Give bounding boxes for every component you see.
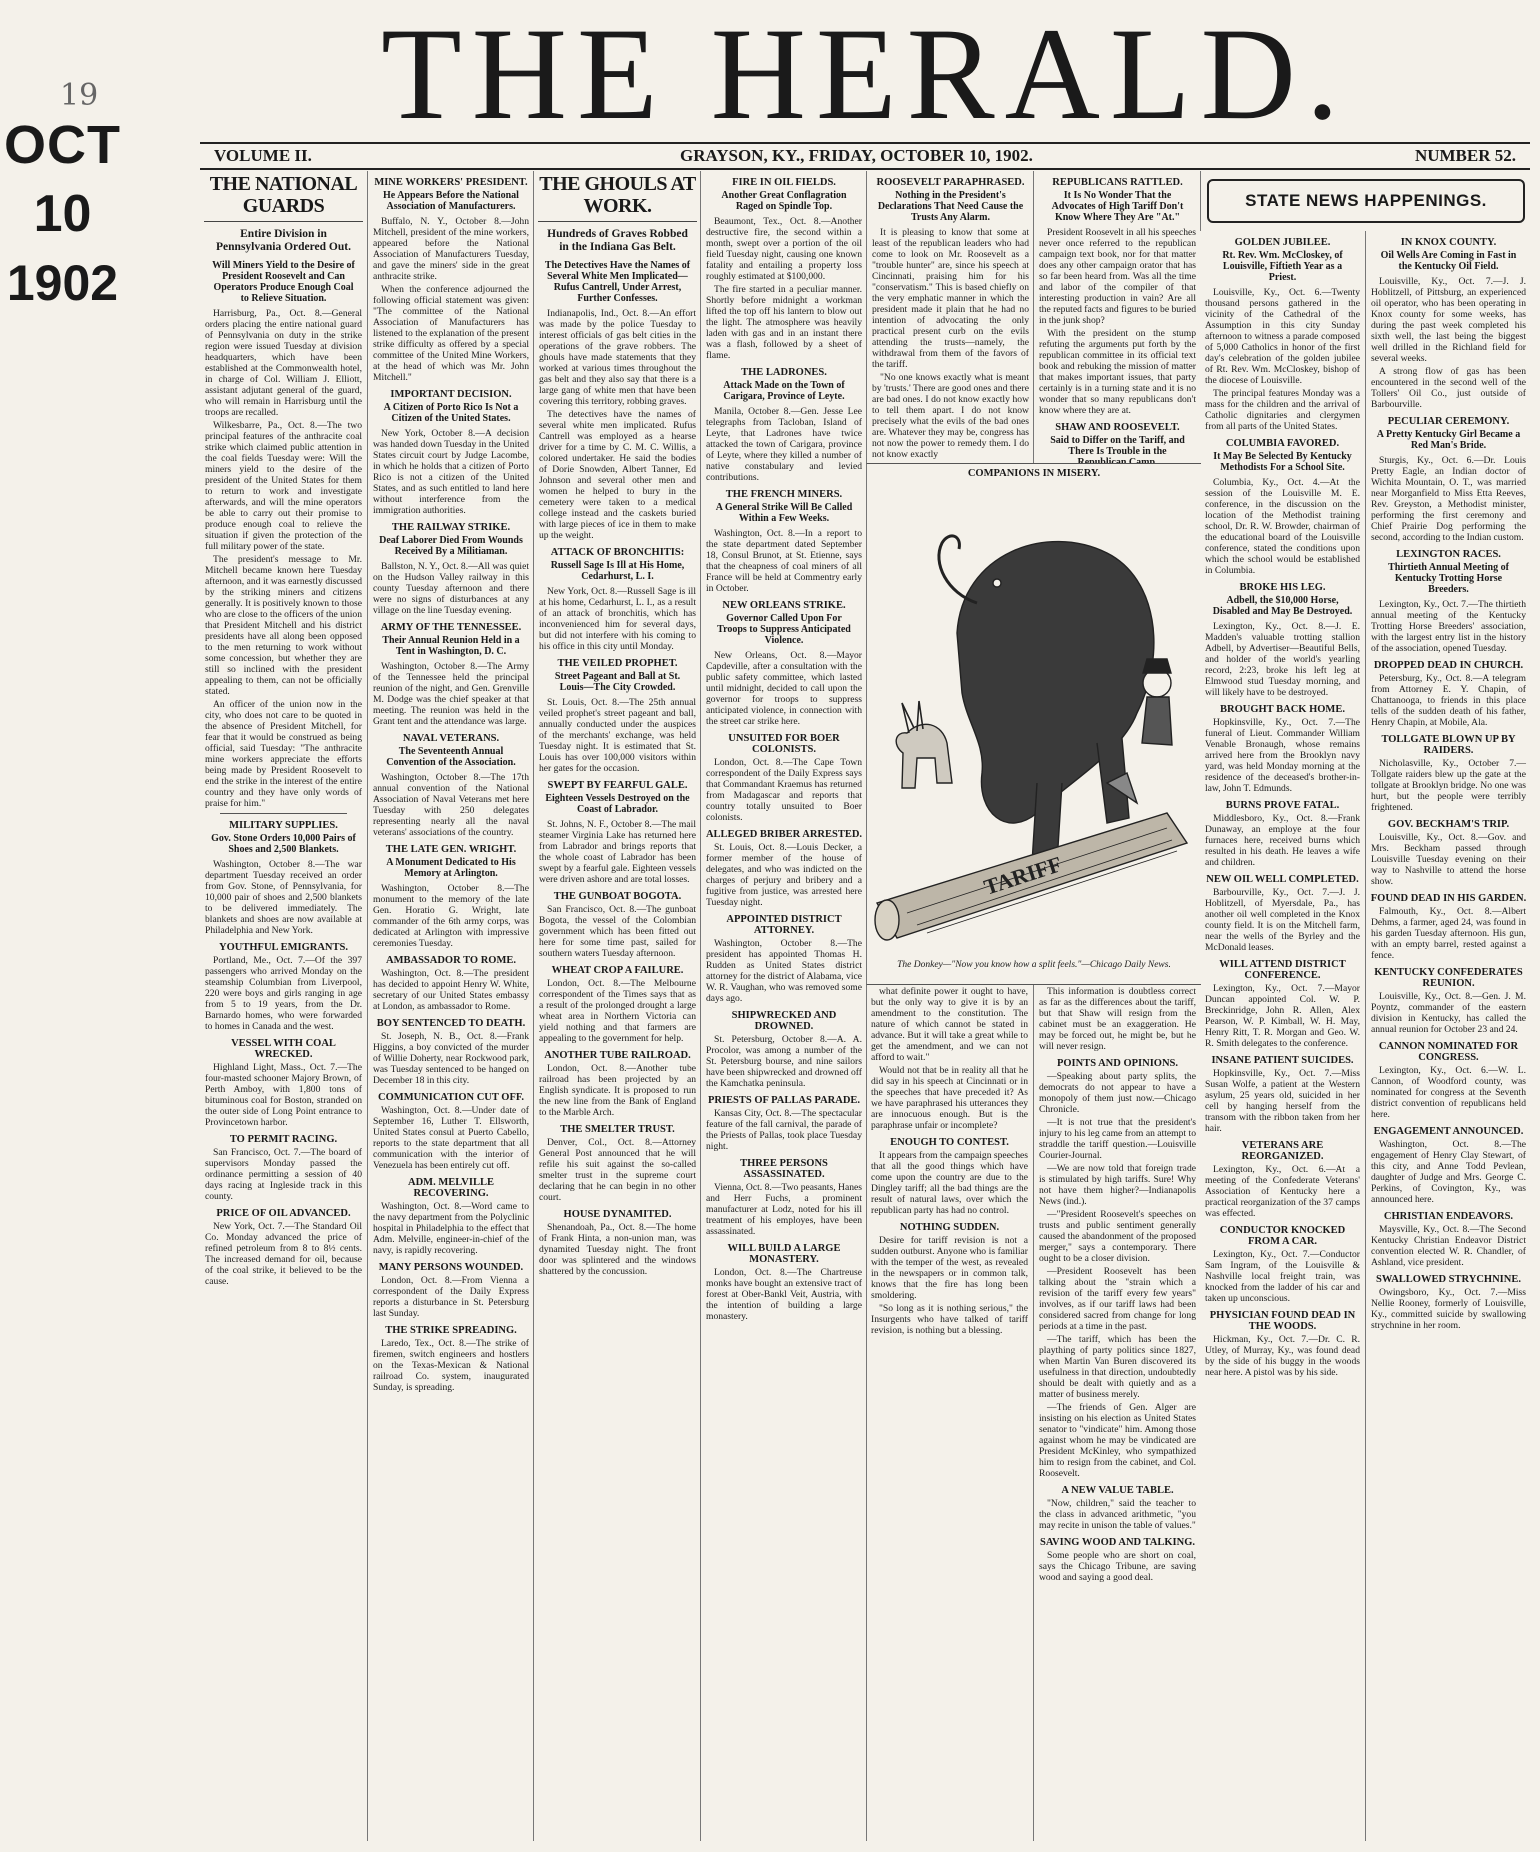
article-vessel: [200, 1062, 367, 1128]
headline-beckham-trip: GOV. BECKHAM'S TRIP.: [1387, 819, 1510, 830]
subhead-lexington-races: Thirtieth Annual Meeting of Kentucky Trotting Horse Breeders.: [1388, 562, 1509, 595]
headline-roosevelt-paraphrased: ROOSEVELT PARAPHRASED.: [876, 177, 1025, 188]
paragraph: St. Johns, N. F., October 8.—The mail steamer Virginia Lake has returned here from Labrador and brings reports that the whole coast of Labrador has been swept by a fearful gale. Eighteen vessels were driven ashore and are total losses.: [539, 819, 696, 885]
headline-gen-wright: THE LATE GEN. WRIGHT.: [385, 844, 517, 855]
paragraph: Nicholasville, Ky., October 7.—Tollgate raiders blew up the gate at the tollgate at Brooklyn bridge. No one was hurt, but the people were terribly frightened.: [1371, 758, 1526, 813]
article-saving-wood: [1034, 1550, 1201, 1583]
column-5-lower: [866, 986, 1033, 1841]
cartoon-caption: The Donkey—"Now you know how a split feels."—Chicago Daily News.: [897, 960, 1171, 970]
subhead-decision: A Citizen of Porto Rico Is Not a Citizen of the United States.: [383, 402, 519, 424]
subdeck-national-guards: Will Miners Yield to the Desire of President Roosevelt and Can Operators Produce Enough Coal to Relieve Situation.: [212, 260, 355, 304]
headline-confederates-reunion: KENTUCKY CONFEDERATES REUNION.: [1374, 967, 1523, 989]
headline-wounded: MANY PERSONS WOUNDED.: [378, 1262, 524, 1273]
headline-tube: ANOTHER TUBE RAILROAD.: [544, 1050, 691, 1061]
headline-broke-leg: BROKE HIS LEG.: [1239, 582, 1326, 593]
paragraph: Buffalo, N. Y., October 8.—John Mitchell, president of the mine workers, appeared before the National Association of Manufacturers Tuesday, and gave the miners' side in the great anthracite strike.: [373, 216, 529, 282]
paragraph: It appears from the campaign speeches that all the good things which have come upon the country are due to the Dingley tariff; all the bad things are the result of natural laws, over which the republican party has had no control.: [871, 1150, 1028, 1216]
headline-communication: COMMUNICATION CUT OFF.: [378, 1092, 524, 1103]
paragraph: what definite power it ought to have, but the only way to give it is by an amendment to the constitution. The nature of which cannot be stated in advance. But it will take a great while to get the amendment, and we can not afford to wait.": [871, 986, 1028, 1063]
headline-rome: AMBASSADOR TO ROME.: [385, 955, 516, 966]
paragraph: Hickman, Ky., Oct. 7.—Dr. C. R. Utley, of Murray, Ky., was found dead by the side of his buggy in the woods near here. A pistol was by his side.: [1205, 1334, 1360, 1378]
article-brought-home: [1200, 717, 1365, 794]
paragraph: Louisville, Ky., Oct. 8.—Gov. and Mrs. Beckham passed through Louisville Tuesday evening on their way to Nashville to attend the horse show.: [1371, 832, 1526, 887]
headline-knox-county: IN KNOX COUNTY.: [1400, 237, 1497, 248]
headline-new-orleans: NEW ORLEANS STRIKE.: [722, 600, 846, 611]
paragraph: An officer of the union now in the city, who does not care to be quoted in the absence of President Mitchell, for fear that it would be construed as being official, said Tuesday: "The anthracite mine workers appreciate the efforts being made by President Roosevelt to end the strike in the interest of the entire country and they have only words of praise for him.": [205, 699, 362, 809]
column-1: [200, 171, 367, 1841]
headline-racing: TO PERMIT RACING.: [229, 1134, 338, 1145]
article-dropped-dead: [1366, 673, 1531, 728]
paragraph: Ballston, N. Y., Oct. 8.—All was quiet on the Hudson Valley railway in this county Tuesday afternoon and there were no signs of disturbances at any village on the line Tuesday evening.: [373, 561, 529, 616]
headline-points-opinions: POINTS AND OPINIONS.: [1056, 1058, 1179, 1069]
paragraph: St. Joseph, N. B., Oct. 8.—Frank Higgins, a boy convicted of the murder of Willie Doherty, near Rockwood park, was Tuesday sentenced to be hanged on December 18 in this city.: [373, 1031, 529, 1086]
paragraph: —The tariff, which has been the plaything of party politics since 1827, when Martin Van Buren discovered its usefulness in that direction, undoubtedly should be dealt with quietly and as a matter of business merely.: [1039, 1334, 1196, 1400]
volume-label: VOLUME II.: [214, 146, 312, 165]
paragraph: New York, October 8.—A decision was handed down Tuesday in the United States circuit court by Judge Lacombe, in which he holds that a citizen of Porto Rico is not a citizen of the United States, and as such entitled to land here without interference from the immigration authorities.: [373, 428, 529, 516]
article-tollgate: [1366, 758, 1531, 813]
article-peculiar-ceremony: [1366, 455, 1531, 543]
article-military-supplies: [200, 859, 367, 936]
article-mine-workers: [368, 216, 534, 383]
paragraph: Lexington, Ky., Oct. 7.—Mayor Duncan appointed Col. W. P. Breckinridge, John R. Allen, Alex Pearson, W. P. Kimball, W. H. May, Henry Ritt, T. R. Morgan and Geo. W. R. Smith delegates to the conference.: [1205, 983, 1360, 1049]
paragraph: Shenandoah, Pa., Oct. 8.—The home of Frank Hinta, a non-union man, was dynamited Tuesday night. The front door was splintered and the windows shattered by the concussion.: [539, 1222, 696, 1277]
article-points-opinions: [1034, 1071, 1201, 1479]
article-decision: [368, 428, 534, 516]
article-value-table: [1034, 1498, 1201, 1531]
article-shipwrecked: [701, 1034, 867, 1089]
article-wounded: [368, 1275, 534, 1319]
log-end: [875, 900, 899, 940]
headline-veiled-prophet: THE VEILED PROPHET.: [557, 658, 678, 669]
article-melville: [368, 1201, 534, 1256]
article-physician: [1200, 1334, 1365, 1378]
headline-dynamited: HOUSE DYNAMITED.: [563, 1209, 672, 1220]
article-lexington-races: [1366, 599, 1531, 654]
paragraph: "Now, children," said the teacher to the class in advanced arithmetic, "you may recite in unison the table of values.": [1039, 1498, 1196, 1531]
headline-strike-spreading: THE STRIKE SPREADING.: [385, 1325, 517, 1336]
article-army-tennessee: [368, 661, 534, 727]
article-briber: [701, 842, 867, 908]
article-tube: [534, 1063, 701, 1118]
paragraph: Some people who are short on coal, says the Chicago Tribune, are saving wood and saying a good deal.: [1039, 1550, 1196, 1583]
date-stamp: [0, 115, 125, 311]
article-french-miners: [701, 528, 867, 594]
article-wheat: [534, 978, 701, 1044]
paragraph: Wilkesbarre, Pa., Oct. 8.—The two principal features of the anthracite coal strike which claimed public attention in the coal fields Tuesday were: Will the miners yield to the desire of the president of the United States for them to return to work and investigate afterwards, and will the mine operators be able to carry out their promise to produce enough coal to relieve the situation if given the protection of the full military power of the state.: [205, 420, 362, 552]
headline-new-oil-well: NEW OIL WELL COMPLETED.: [1206, 874, 1359, 885]
paragraph: Harrisburg, Pa., Oct. 8.—General orders placing the entire national guard of Pennsylvania on duty in the strike region were issued Tuesday at division headquarters, which have been established at the Commonwealth hotel, in charge of Col. William J. Elliott, assistant adjutant general of the guard, who will remain in Harrisburg until the troops are recalled.: [205, 308, 362, 418]
cartoon-box: [866, 463, 1201, 985]
paragraph: Washington, October 8.—The president has appointed Thomas H. Rudden as United States district attorney for the district of Alabama, vice W. R. Vaughan, who was removed some days ago.: [706, 938, 862, 1004]
paragraph: Vienna, Oct. 8.—Two peasants, Hanes and Herr Fuchs, a prominent manufacturer at Lodz, noted for his ill treatment of his employes, have been assassinated.: [706, 1182, 862, 1237]
headline-attorney: APPOINTED DISTRICT ATTORNEY.: [726, 914, 842, 936]
subhead-roosevelt-paraphrased: Nothing in the President's Declarations That Need Cause the Trusts Any Alarm.: [877, 190, 1024, 223]
paragraph: New York, Oct. 8.—Russell Sage is ill at his home, Cedarhurst, L. I., as a result of an attack of bronchitis, which has inconvenienced him for several days, but did not interfere with his coming to his office in this city until Monday.: [539, 586, 696, 652]
paragraph: Hopkinsville, Ky., Oct. 7.—Miss Susan Wolfe, a patient at the Western asylum, 25 years old, suicided in her cell by hanging herself from the transom with the ribbon taken from her hair.: [1205, 1068, 1360, 1134]
paragraph: London, Oct. 8.—The Melbourne correspondent of the Times says that as a result of the prolonged drought a large wheat area in Northern Victoria can yield nothing and that farmers are appealing to the government for help.: [539, 978, 696, 1044]
headline-brought-home: BROUGHT BACK HOME.: [1220, 704, 1345, 715]
issue-number: NUMBER 52.: [1414, 146, 1516, 165]
newspaper-page: [200, 0, 1530, 1852]
article-racing: [200, 1147, 367, 1202]
paragraph: Falmouth, Ky., Oct. 8.—Albert Dehms, a farmer, aged 24, was found in his garden Tuesday afternoon. His gun, with an empty barrel, rested against a fence.: [1371, 906, 1526, 961]
paragraph: —It is not true that the president's injury to his leg came from an attempt to straddle the tariff question.—Louisville Courier-Journal.: [1039, 1117, 1196, 1161]
article-cannon: [1366, 1065, 1531, 1120]
deck-ghouls: Hundreds of Graves Robbed in the Indiana Gas Belt.: [547, 228, 688, 253]
headline-melville: ADM. MELVILLE RECOVERING.: [408, 1177, 494, 1199]
article-naval-veterans: [368, 772, 534, 838]
paragraph: Denver, Col., Oct. 8.—Attorney General Post announced that he will refile his suit against the so-called smelter trust in the supreme court declaring that he can begin in no other court.: [539, 1137, 696, 1203]
paragraph: Owingsboro, Ky., Oct. 7.—Miss Nellie Rooney, formerly of Louisville, Ky., committed suicide by swallowing strychnine in her room.: [1371, 1287, 1526, 1331]
deck-national-guards: Entire Division in Pennsylvania Ordered Out.: [216, 228, 351, 253]
subhead-gale: Eighteen Vessels Destroyed on the Coast of Labrador.: [545, 793, 690, 815]
article-attorney: [701, 938, 867, 1004]
article-ghouls: [534, 308, 701, 541]
article-oil-fire: [701, 216, 867, 361]
paragraph: Barbourville, Ky., Oct. 7.—J. J. Hoblitzell, of Myersdale, Pa., has another oil well completed in the Knox county field. It is on the Mitchell farm, near the wells of the Byrley and the McDonald leases.: [1205, 887, 1360, 953]
subdeck-ghouls: The Detectives Have the Names of Several White Men Implicated—Rufus Cantrell, Under Arrest, Further Confesses.: [544, 260, 691, 304]
subhead-mine-workers: He Appears Before the National Association of Manufacturers.: [383, 190, 519, 212]
headline-golden-jubilee: GOLDEN JUBILEE.: [1234, 237, 1331, 248]
stamp-day: 10: [33, 185, 92, 243]
article-strychnine: [1366, 1287, 1531, 1331]
article-beckham-trip: [1366, 832, 1531, 887]
headline-district-conference: WILL ATTEND DISTRICT CONFERENCE.: [1219, 959, 1346, 981]
cartoon-title: COMPANIONS IN MISERY.: [967, 468, 1101, 479]
headline-dropped-dead: DROPPED DEAD IN CHURCH.: [1373, 660, 1524, 671]
paragraph: It is pleasing to know that some at least of the republican leaders who had come to look on Mr. Roosevelt as a "trouble hunter" are, since his speech at Cincinnati, praising him for his "conservatism." This is based chiefly on the very emphatic manner in which the president made it plain that he had no intention of advocating the only practical present curb on the evils attending the trusts—namely, the withdrawal from them of the favors of the tariff.: [872, 227, 1029, 370]
paragraph: London, Oct. 8.—The Cape Town correspondent of the Daily Express says that Commandant Kraemus has returned from Madagascar and reports that country totally unsuited to Boer colonists.: [706, 757, 862, 823]
headline-engagement: ENGAGEMENT ANNOUNCED.: [1373, 1126, 1524, 1137]
subhead-french-miners: A General Strike Will Be Called Within a Few Weeks.: [715, 502, 853, 524]
headline-oil-price: PRICE OF OIL ADVANCED.: [216, 1208, 351, 1219]
article-bogota: [534, 904, 701, 959]
paragraph: A strong flow of gas has been encountered in the second well of the Tollers' Oil Co., just outside of Barbourville.: [1371, 366, 1526, 410]
paragraph: Indianapolis, Ind., Oct. 8.—An effort was made by the police Tuesday to interest officials of gas belt cities in the operations of the grave robbers. The ghouls have made statements that they worked at various times throughout the gas belt and they also say that there is a large gang of white men that have been covering this territory, robbing graves.: [539, 308, 696, 407]
article-golden-jubilee: [1200, 287, 1365, 432]
subhead-army-tennessee: Their Annual Reunion Held in a Tent in Washington, D. C.: [382, 635, 520, 657]
headline-burns-fatal: BURNS PROVE FATAL.: [1225, 800, 1340, 811]
headline-ghouls: THE GHOULS AT WORK.: [538, 171, 697, 222]
paragraph: Middlesboro, Ky., Oct. 8.—Frank Dunaway, an employe at the four furnaces here, received burns which resulted in his death. He leaves a wife and children.: [1205, 813, 1360, 868]
paragraph: Washington, Oct. 8.—Under date of September 16, Luther T. Ellsworth, United States consul at Puerto Cabello, reports to the state department that all communication with the interior of Venezuela has been entirely cut off.: [373, 1105, 529, 1171]
paragraph: Beaumont, Tex., Oct. 8.—Another destructive fire, the second within a month, swept over a portion of the oil field Tuesday night, causing one known fatality and entailing a property loss roughly estimated at $100,000.: [706, 216, 862, 282]
article-gale: [534, 819, 701, 885]
paragraph: New York, Oct. 7.—The Standard Oil Co. Monday advanced the price of refined petroleum from 8 to 8½ cents. The increased demand for oil, because of the coal strike, it believed to be the cause.: [205, 1221, 362, 1287]
paragraph: —President Roosevelt has been talking about the "strain which a revision of the tariff every few years" involves, as if our tariff laws had been considered sacred from change for long periods at a time in the past.: [1039, 1266, 1196, 1332]
paragraph: The fire started in a peculiar manner. Shortly before midnight a workman lifted the top off his lantern to blow out the light. The atmosphere was heavily laden with gas and in an instant there was a flash, followed by a sheet of flame.: [706, 284, 862, 361]
headline-boer: UNSUITED FOR BOER COLONISTS.: [728, 733, 840, 755]
paragraph: Washington, Oct. 8.—In a report to the state department dated September 18, Consul Brunot, at St. Etienne, says that the cheapness of coal miners of all France will be held at Commentry early in October.: [706, 528, 862, 594]
headline-strychnine: SWALLOWED STRYCHNINE.: [1376, 1274, 1521, 1285]
headline-national-guards: THE NATIONAL GUARDS: [204, 171, 363, 222]
headline-value-table: A NEW VALUE TABLE.: [1061, 1485, 1174, 1496]
article-oil-price: [200, 1221, 367, 1287]
article-communication: [368, 1105, 534, 1171]
article-engagement: [1366, 1139, 1531, 1205]
article-ladrones: [701, 406, 867, 483]
paragraph: Washington, October 8.—The monument to the memory of the late Gen. Horatio G. Wright, late commander of the 6th army corps, was dedicated at Arlington with impressive ceremonies Tuesday.: [373, 883, 529, 949]
headline-conductor: CONDUCTOR KNOCKED FROM A CAR.: [1219, 1225, 1346, 1247]
headline-enough-contest: ENOUGH TO CONTEST.: [890, 1137, 1009, 1148]
headline-insane-patient: INSANE PATIENT SUICIDES.: [1211, 1055, 1354, 1066]
paragraph: Highland Light, Mass., Oct. 7.—The four-masted schooner Majory Brown, of Perth Amboy, with 1,800 tons of bituminous coal for Boston, stranded on the outer side of Long Point entrance to Provincetown harbor.: [205, 1062, 362, 1128]
paragraph: Sturgis, Ky., Oct. 6.—Dr. Louis Pretty Eagle, an Indian doctor of Wichita Mountain, O. T., was married near Morganfield to Miss Etta Reeves, Rev. Greyston, a Methodist minister, performing the first ceremony and Chief Prairie Dog performing the second, according to the Indian custom.: [1371, 455, 1526, 543]
headline-sentenced: BOY SENTENCED TO DEATH.: [376, 1018, 526, 1029]
headline-naval-veterans: NAVAL VETERANS.: [402, 733, 500, 744]
article-knox-county: [1366, 276, 1531, 410]
article-national-guards: [200, 308, 367, 809]
headline-emigrants: YOUTHFUL EMIGRANTS.: [219, 942, 348, 953]
article-district-conference: [1200, 983, 1365, 1049]
paragraph: Hopkinsville, Ky., Oct. 7.—The funeral of Lieut. Commander William Venable Bronaugh, whose remains arrived here from the Brooklyn navy yard, was held Monday morning at the residence of the deceased's brother-in-law, John T. Edmunds.: [1205, 717, 1360, 794]
paragraph: "No one knows exactly what is meant by 'trusts.' There are good ones and there are bad ones. I do not know exactly how to tell them apart. I do not know precisely what the evils of the bad ones are. Whatever they may be, congress has not now the power to remedy them. I do not know exactly: [872, 372, 1029, 460]
article-conductor: [1200, 1249, 1365, 1304]
headline-found-dead-garden: FOUND DEAD IN HIS GARDEN.: [1370, 893, 1527, 904]
headline-wheat: WHEAT CROP A FAILURE.: [551, 965, 684, 976]
paragraph: This information is doubtless correct as far as the differences about the tariff, but that Shaw will resign from the cabinet must be an exaggeration. He may be forced out, he might be, but he will never resign.: [1039, 986, 1196, 1052]
cartoon-illustration: [867, 483, 1201, 953]
paragraph: Washington, Oct. 8.—The engagement of Henry Clay Stewart, of this city, and Anne Todd Pevlean, daughter of Judge and Mrs. George C. Perkins, of Covington, Ky., was announced here.: [1371, 1139, 1526, 1205]
paragraph: With the president on the stump refuting the arguments put forth by the republican committee in its official text book and rebuking the mission of matter that makes important issues, that party certainly is in a turning state and it is no wonder that so many republicans don't know where they are at.: [1039, 328, 1196, 416]
paragraph: Petersburg, Ky., Oct. 8.—A telegram from Attorney E. Y. Chapin, of Chattanooga, to friends in this place tells of the sudden death of his father, Henry Chapin, at Mobile, Ala.: [1371, 673, 1526, 728]
paragraph: Louisville, Ky., Oct. 8.—Gen. J. M. Poyntz, commander of the eastern division in Kentucky, has called the annual reunion for October 23 and 24.: [1371, 991, 1526, 1035]
column-8: [1365, 231, 1531, 1841]
subhead-bronchitis: Russell Sage Is Ill at His Home, Cedarhurst, L. I.: [550, 560, 685, 582]
paragraph: Maysville, Ky., Oct. 8.—The Second Kentucky Christian Endeavor District convention elected W. R. Chandler, of Ashland, vice president.: [1371, 1224, 1526, 1268]
article-roosevelt-paraphrased: [867, 227, 1034, 460]
headline-cannon: CANNON NOMINATED FOR CONGRESS.: [1378, 1041, 1519, 1063]
column-7: [1200, 231, 1365, 1841]
paragraph: Portland, Me., Oct. 7.—Of the 397 passengers who arrived Monday on the steamship Columbian from Liverpool, 220 were boys and girls ranging in age from 5 to 19 years, from the Dr. Barnardo homes, who were forwarded to homes in Canada and the west.: [205, 955, 362, 1032]
paragraph: Lexington, Ky., Oct. 8.—J. E. Madden's valuable trotting stallion Adbell, by Advertiser—Beautiful Bells, and holder of the world's yearling record, 2:23, broke his left leg at Elmwood stud Tuesday morning, and will likely have to be destroyed.: [1205, 621, 1360, 698]
headline-monastery: WILL BUILD A LARGE MONASTERY.: [727, 1243, 841, 1265]
column-6-lower: [1033, 986, 1201, 1841]
headline-saving-wood: SAVING WOOD AND TALKING.: [1039, 1537, 1195, 1548]
article-nothing-sudden: [866, 1235, 1033, 1336]
headline-pallas: PRIESTS OF PALLAS PARADE.: [707, 1095, 861, 1106]
article-endeavors: [1366, 1224, 1531, 1268]
article-gen-wright: [368, 883, 534, 949]
subhead-new-orleans: Governor Called Upon For Troops to Suppress Anticipated Violence.: [717, 613, 851, 646]
headline-peculiar-ceremony: PECULIAR CEREMONY.: [1387, 416, 1510, 427]
article-emigrants: [200, 955, 367, 1032]
paragraph: New Orleans, Oct. 8.—Mayor Capdeville, after a consultation with the public safety committee, which lasted until midnight, decided to call upon the governor for troops to suppress anticipated violence, in connection with the street car strike here.: [706, 650, 862, 727]
paragraph: London, Oct. 8.—The Chartreuse monks have bought an extensive tract of forest at Ober-Bankl Veit, Austria, with the intention of building a large monastery.: [706, 1267, 862, 1322]
paragraph: —Speaking about party splits, the democrats do not appear to have a monopoly of them just now.—Chicago Chronicle.: [1039, 1071, 1196, 1115]
columns-area: [200, 171, 1530, 1852]
cartoon-tariff-label: TARIFF: [980, 851, 1065, 900]
paragraph: When the conference adjourned the following official statement was given: "The committee of the National Association of Manufacturers has listened to the explanation of the present strike difficulty as offered by a special committee of the United Mine Workers, at the head of which was Mr. John Mitchell.": [373, 284, 529, 383]
subhead-golden-jubilee: Rt. Rev. Wm. McCloskey, of Louisville, Fiftieth Year as a Priest.: [1222, 250, 1343, 283]
paragraph: Louisville, Ky., Oct. 7.—J. J. Hoblitzell, of Pittsburg, an experienced oil operator, who has been operating in Knox county for some weeks, has during the past week completed his sixth well, the last being the biggest well drilled in the Richland field for several weeks.: [1371, 276, 1526, 364]
paragraph: Manila, October 8.—Gen. Jesse Lee telegraphs from Tacloban, Island of Leyte, that Ladrones have twice attacked the town of Carigara, province of Leyte, where they killed a number of native constabulary and levied contributions.: [706, 406, 862, 483]
stamp-year: 1902: [6, 255, 119, 311]
subhead-naval-veterans: The Seventeenth Annual Convention of the Association.: [386, 746, 516, 768]
headline-endeavors: CHRISTIAN ENDEAVORS.: [1383, 1211, 1514, 1222]
paragraph: President Roosevelt in all his speeches never once referred to the republican campaign text book, nor for that matter does any other campaign orator that has so far been heard from. Was all the time and labor of the compiler of that interesting production in vain? Are all the reputed facts and figures to be buried in the junk shop?: [1039, 227, 1196, 326]
subhead-broke-leg: Adbell, the $10,000 Horse, Disabled and May Be Destroyed.: [1212, 595, 1353, 617]
subhead-columbia: It May Be Selected By Kentucky Methodists For a School Site.: [1213, 451, 1352, 473]
article-burns-fatal: [1200, 813, 1365, 868]
subhead-peculiar-ceremony: A Pretty Kentucky Girl Became a Red Man's Bride.: [1376, 429, 1521, 451]
article-smelter: [534, 1137, 701, 1203]
headline-shipwrecked: SHIPWRECKED AND DROWNED.: [731, 1010, 837, 1032]
headline-vessel: VESSEL WITH COAL WRECKED.: [231, 1038, 336, 1060]
headline-republicans-rattled: REPUBLICANS RATTLED.: [1052, 177, 1183, 188]
article-enough-contest: [866, 1150, 1033, 1216]
article-veiled-prophet: [534, 697, 701, 774]
paragraph: Lexington, Ky., Oct. 6.—At a meeting of the Confederate Veterans' Association of Kentucky here a practical reorganization of the 37 camps was effected.: [1205, 1164, 1360, 1219]
paragraph: St. Louis, Oct. 8.—Louis Decker, a former member of the house of delegates, and who was indicted on the charges of perjury and bribery and a fugitive from justice, was arrested here Tuesday night.: [706, 842, 862, 908]
subhead-oil-fire: Another Great Conflagration Raged on Spindle Top.: [721, 190, 847, 212]
column-2: [367, 171, 534, 1841]
article-roosevelt-continued: [866, 986, 1033, 1131]
headline-railway-strike: THE RAILWAY STRIKE.: [391, 522, 511, 533]
headline-shaw-roosevelt: SHAW AND ROOSEVELT.: [1055, 422, 1180, 433]
article-republicans-rattled: [1034, 227, 1201, 416]
paragraph: —"President Roosevelt's speeches on trusts and public sentiment generally caused the abandonment of the proposed merger," says a contemporary. There ought to be a closer division.: [1039, 1209, 1196, 1264]
headline-tollgate: TOLLGATE BLOWN UP BY RAIDERS.: [1381, 734, 1516, 756]
article-new-oil-well: [1200, 887, 1365, 953]
article-columbia: [1200, 477, 1365, 576]
paragraph: Washington, October 8.—The 17th annual convention of the National Association of Naval Veterans met here Tuesday with 250 delegates representing nearly all the naval veterans' associations of the country.: [373, 772, 529, 838]
column-3: [533, 171, 701, 1841]
paragraph: Lexington, Ky., Oct. 6.—W. L. Cannon, of Woodford county, was nominated for congress at the Seventh district convention of republicans held here.: [1371, 1065, 1526, 1120]
headline-mine-workers: MINE WORKERS' PRESIDENT.: [374, 177, 528, 188]
divider: [220, 813, 347, 814]
article-sentenced: [368, 1031, 534, 1086]
headline-bronchitis: ATTACK OF BRONCHITIS:: [550, 547, 685, 558]
headline-bogota: THE GUNBOAT BOGOTA.: [553, 891, 682, 902]
headline-army-tennessee: ARMY OF THE TENNESSEE.: [380, 622, 522, 633]
stamp-month: OCT: [4, 115, 121, 175]
subhead-knox-county: Oil Wells Are Coming in Fast in the Kentucky Oil Field.: [1380, 250, 1517, 272]
paragraph: Washington, October 8.—The war department Tuesday received an order from Gov. Stone, of Pennsylvania, for 10,000 pair of shoes and 2,500 blankets to be delivered immediately. The blankets and shoes are now available at Philadelphia and New York.: [205, 859, 362, 936]
headline-ladrones: THE LADRONES.: [741, 367, 827, 378]
article-insane-patient: [1200, 1068, 1365, 1134]
dateline-bar: [200, 142, 1530, 170]
article-new-orleans: [701, 650, 867, 727]
article-boer: [701, 757, 867, 823]
headline-physician: PHYSICIAN FOUND DEAD IN THE WOODS.: [1209, 1310, 1356, 1332]
subhead-military-supplies: Gov. Stone Orders 10,000 Pairs of Shoes and 2,500 Blankets.: [211, 833, 356, 855]
paragraph: St. Louis, Oct. 8.—The 25th annual veiled prophet's street pageant and ball, annually conducted under the auspices of the merchants' exchange, was held Tuesday night. It is estimated that St. Louis has over 100,000 visitors within her gates for the occasion.: [539, 697, 696, 774]
article-strike-spreading: [368, 1338, 534, 1393]
subhead-gen-wright: A Monument Dedicated to His Memory at Arlington.: [386, 857, 516, 879]
headline-nothing-sudden: NOTHING SUDDEN.: [899, 1222, 1000, 1233]
man-hat: [1143, 659, 1171, 673]
article-dynamited: [534, 1222, 701, 1277]
headline-assassinated: THREE PERSONS ASSASSINATED.: [740, 1158, 828, 1180]
headline-oil-fire: FIRE IN OIL FIELDS.: [732, 177, 836, 188]
headline-military-supplies: MILITARY SUPPLIES.: [229, 820, 338, 831]
pencil-mark: 19: [60, 78, 99, 113]
article-pallas: [701, 1108, 867, 1152]
headline-french-miners: THE FRENCH MINERS.: [725, 489, 843, 500]
headline-veterans: VETERANS ARE REORGANIZED.: [1241, 1140, 1324, 1162]
paragraph: —The friends of Gen. Alger are insisting on his election as United States senator to "vindicate" him. Among those against whom he may be vindicated are President McKinley, who sympathized him to resign from the cabinet, and Col. Roosevelt.: [1039, 1402, 1196, 1479]
headline-briber: ALLEGED BRIBER ARRESTED.: [705, 829, 863, 840]
article-bronchitis: [534, 586, 701, 652]
paragraph: "So long as it is nothing serious," the Insurgents who have talked of tariff revision, is nothing but a blessing.: [871, 1303, 1028, 1336]
subhead-republicans-rattled: It Is No Wonder That the Advocates of High Tariff Don't Know Where They Are "At.": [1051, 190, 1184, 223]
subhead-railway-strike: Deaf Laborer Died From Wounds Received By a Militiaman.: [379, 535, 523, 557]
paragraph: San Francisco, Oct. 7.—The board of supervisors Monday passed the ordinance permitting a session of 40 days racing at Ingleside track in this county.: [205, 1147, 362, 1202]
state-news-banner: [1200, 171, 1531, 231]
paragraph: Washington, Oct. 8.—Word came to the navy department from the Polyclinic hospital in Philadelphia to the effect that Adm. Melville, engineer-in-chief of the navy, is rapidly recovering.: [373, 1201, 529, 1256]
paragraph: Lexington, Ky., Oct. 7.—The thirtieth annual meeting of the Kentucky Trotting Horse Breeders' association, with the largest entry list in the history of the association, opened Tuesday.: [1371, 599, 1526, 654]
paragraph: The president's message to Mr. Mitchell became known here Tuesday afternoon, and it was earnestly discussed by the striking miners and citizens generally. It is positively known to those who are close to the officers of the union that President Mitchell and his district presidents have all along been opposed to the men returning to work without some concession, but whether they are still so inclined with the president appealing to them, can not be officially stated.: [205, 554, 363, 697]
article-broke-leg: [1200, 621, 1365, 698]
paragraph: Washington, Oct. 8.—The president has decided to appoint Henry W. White, secretary of our United States embassy at London, as ambassador to Rome.: [373, 968, 529, 1012]
headline-smelter: THE SMELTER TRUST.: [560, 1124, 675, 1135]
issue-date: GRAYSON, KY., FRIDAY, OCTOBER 10, 1902.: [680, 146, 1033, 165]
elephant-eye: [993, 579, 1001, 587]
paragraph: Louisville, Ky., Oct. 6.—Twenty thousand persons gathered in the vicinity of the Cathedral of the Assumption in this city Sunday afternoon to witness a parade composed of 5,000 Catholics in honor of the first day's celebration of the golden jubilee of Rt. Rev. Wm. McCloskey, bishop of the diocese of Louisville.: [1205, 287, 1360, 386]
paragraph: Laredo, Tex., Oct. 8.—The strike of firemen, switch engineers and hostlers on the Texas-Mexican & National railroad Co. system, inaugurated Sunday, is spreading.: [373, 1338, 529, 1393]
paragraph: The principal features Monday was a mass for the children and the arrival of Catholic dignitaries and clergymen from all parts of the United States.: [1205, 388, 1360, 432]
man-body: [1142, 697, 1172, 745]
article-confederates-reunion: [1366, 991, 1531, 1035]
article-monastery: [701, 1267, 867, 1322]
state-news-title: STATE NEWS HAPPENINGS.: [1207, 179, 1525, 223]
article-found-dead-garden: [1366, 906, 1531, 961]
subhead-shaw-roosevelt: Said to Differ on the Tariff, and There Is Trouble in the: [1050, 435, 1185, 457]
paragraph: Kansas City, Oct. 8.—The spectacular feature of the fall carnival, the parade of the Priests of Pallas, took place Tuesday night.: [706, 1108, 862, 1152]
paragraph: London, Oct. 8.—Another tube railroad has been projected by an English syndicate. It is proposed to run the new line from the Bank of England to the Marble Arch.: [539, 1063, 696, 1118]
paragraph: The detectives have the names of several white men implicated. Rufus Cantrell was employed as a hearse driver for a time by C. M. C. Willis, a colored undertaker. He said the bodies of Dorie Snowden, Albert Tanner, Ed Johnson and several other men and women he helped to bury in the cemetery were taken to a medical college instead and the caskets buried with large pieces of ice in them to make up the weight.: [539, 409, 696, 541]
headline-decision: IMPORTANT DECISION.: [390, 389, 512, 400]
headline-lexington-races: LEXINGTON RACES.: [1396, 549, 1501, 560]
subhead-ladrones: Attack Made on the Town of Carigara, Province of Leyte.: [723, 380, 845, 402]
article-assassinated: [701, 1182, 867, 1237]
paragraph: Washington, October 8.—The Army of the Tennessee held the principal reunion of the night, and Gen. Grenville M. Dodge was the chief speaker at that meeting. The reunion was held in the Grant tent and the attendance was large.: [373, 661, 529, 727]
paragraph: Desire for tariff revision is not a sudden outburst. Anyone who is familiar with the temper of the west, as revealed in the newspapers or in common talk, knows that the fire has long been smoldering.: [871, 1235, 1028, 1301]
paragraph: Columbia, Ky., Oct. 4.—At the session of the Louisville M. E. conference, in the discussion on the location of the Methodist training school, Dr. R. W. Browder, chairman of the educational board of the Louisville conference, stated the conditions upon which the school would be established in Columbia.: [1205, 477, 1360, 576]
paragraph: Would not that be in reality all that he did say in his speech at Cincinnati or in the speeches that have preceded it? As we have paraphrased his utterances they are innocuous enough. But is the paraphrase unfair or incomplete?: [871, 1065, 1028, 1131]
donkey-figure: [896, 724, 952, 788]
article-veterans: [1200, 1164, 1365, 1219]
headline-gale: SWEPT BY FEARFUL GALE.: [547, 780, 688, 791]
paragraph: Lexington, Ky., Oct. 7.—Conductor Sam Ingram, of the Louisville & Nashville local freight train, was knocked from the ladder of his car and taken up unconscious.: [1205, 1249, 1360, 1304]
paragraph: San Francisco, Oct. 8.—The gunboat Bogota, the vessel of the Colombian government which has been fitted out here for some time past, sailed for southern waters Tuesday afternoon.: [539, 904, 696, 959]
subhead-veiled-prophet: Street Pageant and Ball at St. Louis—The City Crowded.: [554, 671, 681, 693]
article-railway-strike: [368, 561, 534, 616]
paragraph: —We are now told that foreign trade is stimulated by high tariffs. Sure! Why not have them higher?—Indianapolis News (ind.).: [1039, 1163, 1196, 1207]
column-4: [700, 171, 867, 1841]
headline-columbia: COLUMBIA FAVORED.: [1225, 438, 1340, 449]
masthead-title: THE HERALD.: [381, 0, 1349, 147]
paragraph: London, Oct. 8.—From Vienna a correspondent of the Daily Express reports a disturbance in St. Petersburg last Sunday.: [373, 1275, 529, 1319]
article-shaw-continued: [1034, 986, 1201, 1052]
paragraph: St. Petersburg, October 8.—A. A. Procolor, was among a number of the St. Petersburg bourse, and nine sailors have been shipwrecked and drowned off the Kamchatka peninsula.: [706, 1034, 862, 1089]
article-rome: [368, 968, 534, 1012]
